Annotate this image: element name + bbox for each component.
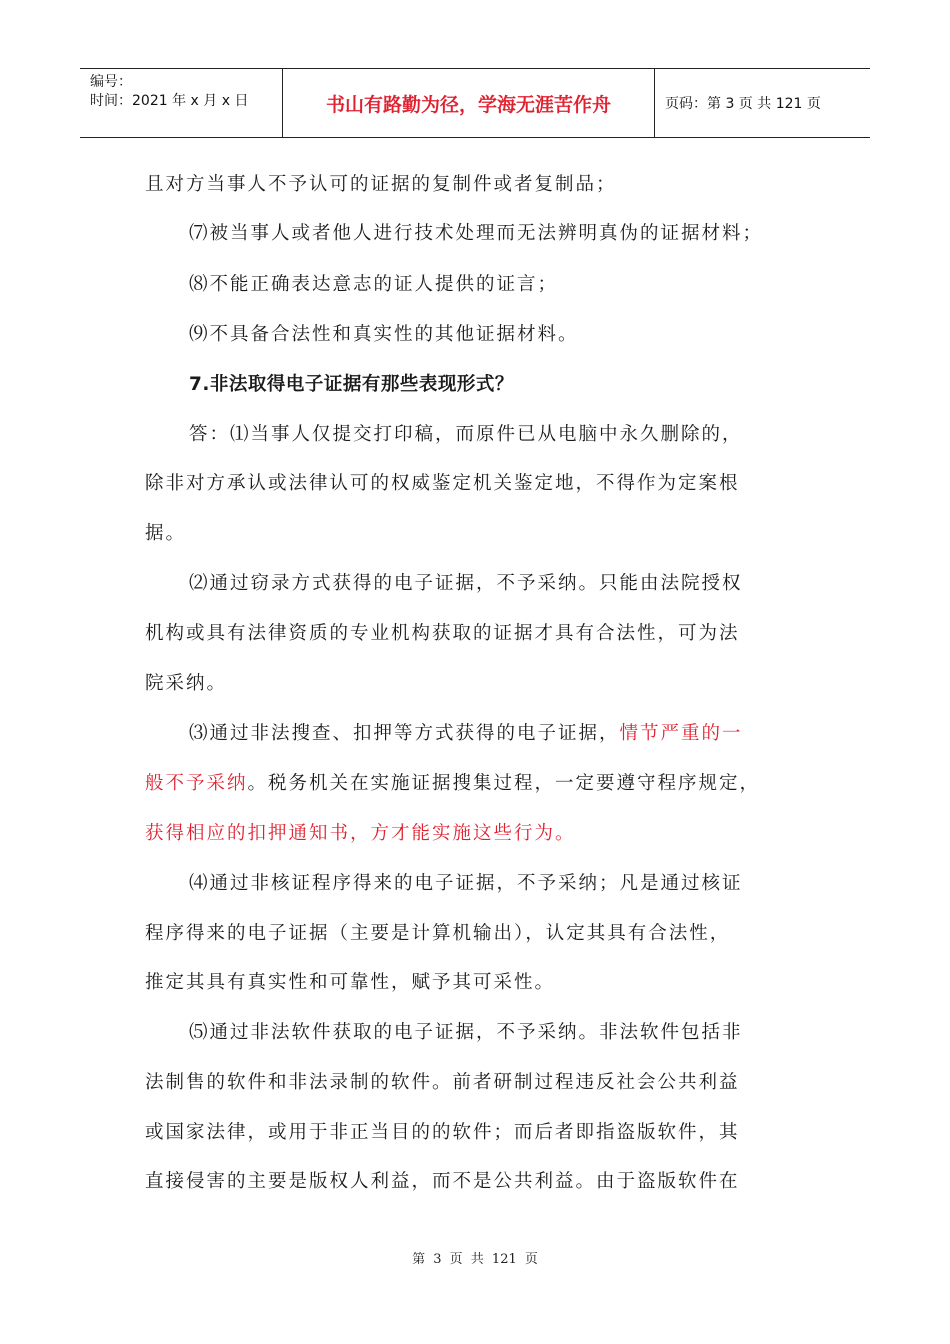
normal-text: ⑶通过非法搜查、扣押等方式获得的电子证据， xyxy=(189,723,620,744)
paragraph-line: 或国家法律，或用于非正当目的的软件；而后者即指盗版软件，其 xyxy=(145,1122,740,1143)
list-item-9: ⑼不具备合法性和真实性的其他证据材料。 xyxy=(189,324,579,345)
paragraph-line: ⑵通过窃录方式获得的电子证据，不予采纳。只能由法院授权 xyxy=(189,573,743,594)
header-meta xyxy=(80,69,283,137)
document-date: 时间：2021 年 x 月 x 日 xyxy=(90,93,249,109)
paragraph-line: 程序得来的电子证据（主要是计算机输出），认定其具有合法性， xyxy=(145,923,731,944)
paragraph-line: 除非对方承认或法律认可的权威鉴定机关鉴定地，不得作为定案根 xyxy=(145,473,740,494)
paragraph-line: 直接侵害的主要是版权人利益，而不是公共利益。由于盗版软件在 xyxy=(145,1171,740,1192)
highlighted-line: 获得相应的扣押通知书，方才能实施这些行为。 xyxy=(145,823,576,844)
document-number-label: 编号： xyxy=(90,74,132,90)
paragraph-line: 机构或具有法律资质的专业机构获取的证据才具有合法性，可为法 xyxy=(145,623,740,644)
header-page-info: 页码：第 3 页 共 121 页 xyxy=(665,96,821,112)
header-motto: 书山有路勤为径，学海无涯苦作舟 xyxy=(283,69,655,137)
paragraph-line: 院采纳。 xyxy=(145,673,228,694)
page-header xyxy=(80,68,870,138)
paragraph-line: 答：⑴当事人仅提交打印稿，而原件已从电脑中永久删除的， xyxy=(189,424,743,445)
paragraph-line: ⑸通过非法软件获取的电子证据，不予采纳。非法软件包括非 xyxy=(189,1022,743,1043)
paragraph-line: ⑷通过非核证程序得来的电子证据，不予采纳；凡是通过核证 xyxy=(189,873,743,894)
paragraph-line: 据。 xyxy=(145,523,187,544)
list-item-7: ⑺被当事人或者他人进行技术处理而无法辨明真伪的证据材料； xyxy=(189,223,764,244)
paragraph-line: 法制售的软件和非法录制的软件。前者研制过程违反社会公共利益 xyxy=(145,1072,740,1093)
paragraph-line xyxy=(145,769,760,795)
highlighted-text: 般不予采纳 xyxy=(145,773,248,794)
paragraph-line: 且对方当事人不予认可的证据的复制件或者复制品； xyxy=(145,174,617,195)
highlighted-text: 情节严重的一 xyxy=(619,723,743,744)
page-footer: 第 3 页 共 121 页 xyxy=(412,1252,538,1267)
paragraph-line: 推定其具有真实性和可靠性，赋予其可采性。 xyxy=(145,972,556,993)
section-heading: 7.非法取得电子证据有那些表现形式？ xyxy=(189,374,514,395)
paragraph-line xyxy=(189,719,743,745)
normal-text: 。税务机关在实施证据搜集过程，一定要遵守程序规定， xyxy=(247,773,761,794)
list-item-8: ⑻不能正确表达意志的证人提供的证言； xyxy=(189,274,559,295)
